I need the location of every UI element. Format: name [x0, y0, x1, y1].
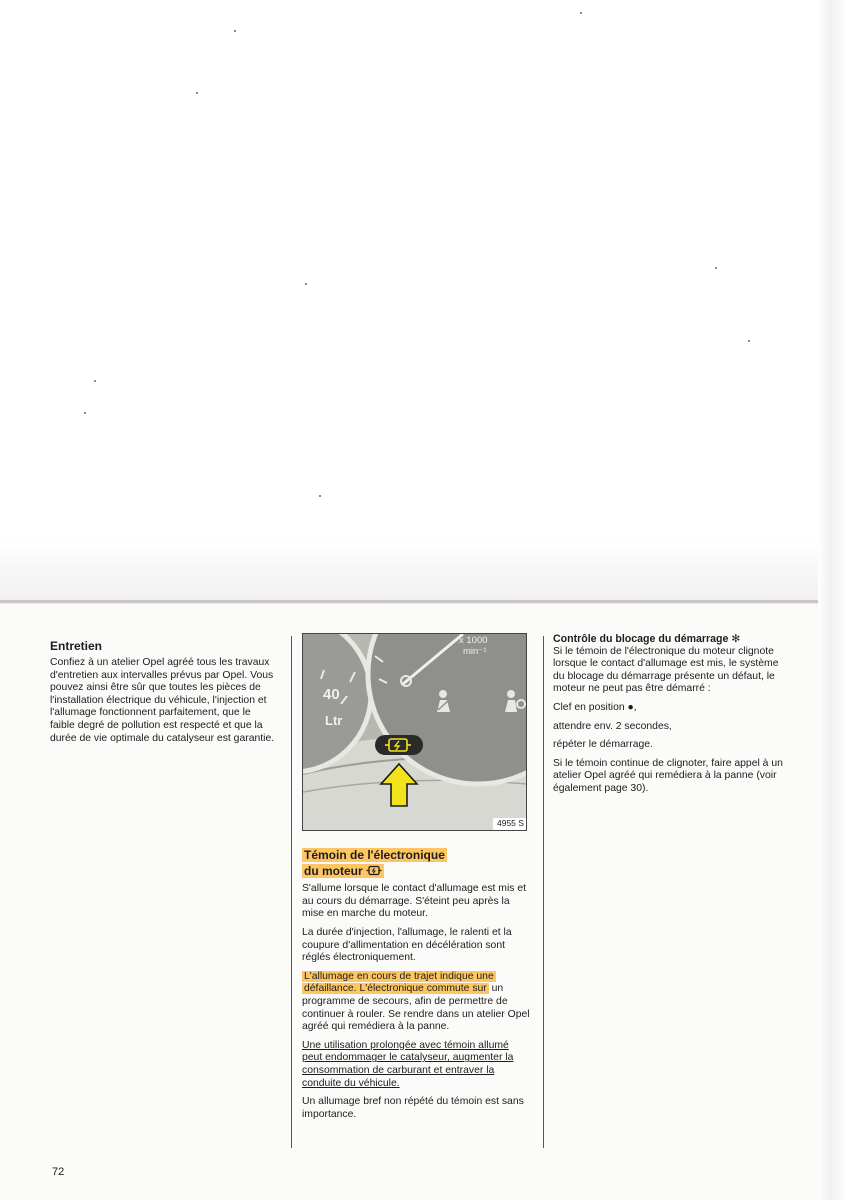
page-number: 72: [52, 1166, 65, 1178]
blocage-step-2: attendre env. 2 secondes,: [553, 720, 672, 732]
entretien-paragraph: Confiez à un atelier Opel agréé tous les travaux d'entretien aux intervalles prévus par Opel. Vous pouvez ainsi être sûr que toutes les pièces de l'installation électrique du véhicule, l'injection et l'allumage fonctionnent parfaitement, que le faible degré de pollution est respecté et que la durée de vie optimale du catalyseur est garantie.: [50, 657, 275, 744]
speck: [84, 412, 86, 414]
tacho-unit-line1: x 1000: [459, 635, 488, 646]
key-position-dot-icon: ●: [627, 701, 634, 713]
speck: [580, 12, 582, 14]
speck: [715, 267, 717, 269]
column-rule-right: [543, 636, 544, 1148]
blocage-step-3: répéter le démarrage.: [553, 739, 653, 751]
temoin-paragraph-3: [302, 971, 530, 1034]
speck: [196, 92, 198, 94]
temoin-paragraph-1: S'allume lorsque le contact d'allumage est mis et au cours du démarrage. S'éteint peu après la mise en marche du moteur.: [302, 883, 527, 920]
fuel-label: Ltr: [325, 713, 343, 728]
underlined-warning-paragraph: Une utilisation prolongée avec témoin allumé peut endommager le catalyseur, augmenter la consommation de carburant et entraver la conduite du véhicule.: [302, 1039, 514, 1089]
section-title-blocage-text: Contrôle du blocage du démarrage: [553, 633, 729, 645]
section-title-blocage: [553, 633, 785, 646]
temoin-paragraph-5: Un allumage bref non répété du témoin est sans importance.: [302, 1096, 524, 1120]
engine-icon: [366, 865, 382, 876]
temoin-paragraph-3-rest: un programme de secours, afin de permettre de continuer à rouler. Se rendre dans un atelier Opel agréé qui remédiera à la panne.: [302, 983, 530, 1033]
gauge-label-40: 40: [323, 686, 340, 703]
middle-column: [302, 848, 530, 1127]
blocage-paragraph-final: Si le témoin continue de clignoter, faire appel à un atelier Opel agréé qui remédiera à la panne (voir également page 30).: [553, 757, 783, 794]
section-title-line2: [302, 864, 384, 878]
section-title-line1: Témoin de l'électronique: [304, 848, 445, 862]
blocage-step-1: [553, 702, 785, 715]
blocage-paragraph-1: Si le témoin de l'électronique du moteur clignote lorsque le contact d'allumage est mis, le système du blocage du démarrage présente un défaut, le moteur ne peut pas être démarré :: [553, 645, 779, 695]
page-shadow: [0, 540, 848, 604]
speck: [319, 495, 321, 497]
right-column: [553, 633, 785, 802]
instrument-cluster-illustration: [303, 634, 527, 831]
speck: [748, 340, 750, 342]
speck: [234, 30, 236, 32]
instrument-cluster-figure: [302, 633, 527, 831]
speck: [94, 380, 96, 382]
page-fold-line: [0, 600, 830, 603]
left-column: [50, 639, 276, 751]
highlighted-warning-text: L'allumage en cours de trajet indique une défaillance. L'électronique commute sur: [304, 970, 494, 995]
blocage-step-1-end: ,: [633, 701, 637, 713]
page-right-edge: [818, 0, 848, 1200]
figure-number: 4955 S: [497, 818, 524, 828]
tacho-unit-line2: min⁻¹: [463, 646, 487, 657]
column-rule-left: [291, 636, 292, 1148]
section-title-entretien: Entretien: [50, 639, 103, 653]
temoin-paragraph-2: La durée d'injection, l'allumage, le ralenti et la coupure d'allimentation en décélération sont réglés électroniquement.: [302, 926, 512, 964]
speck: [305, 283, 307, 285]
immobiliser-symbol-icon: ✻: [731, 633, 741, 645]
section-title-line2-text: du moteur: [304, 863, 363, 878]
blocage-step-1-text: Clef en position: [553, 701, 625, 713]
